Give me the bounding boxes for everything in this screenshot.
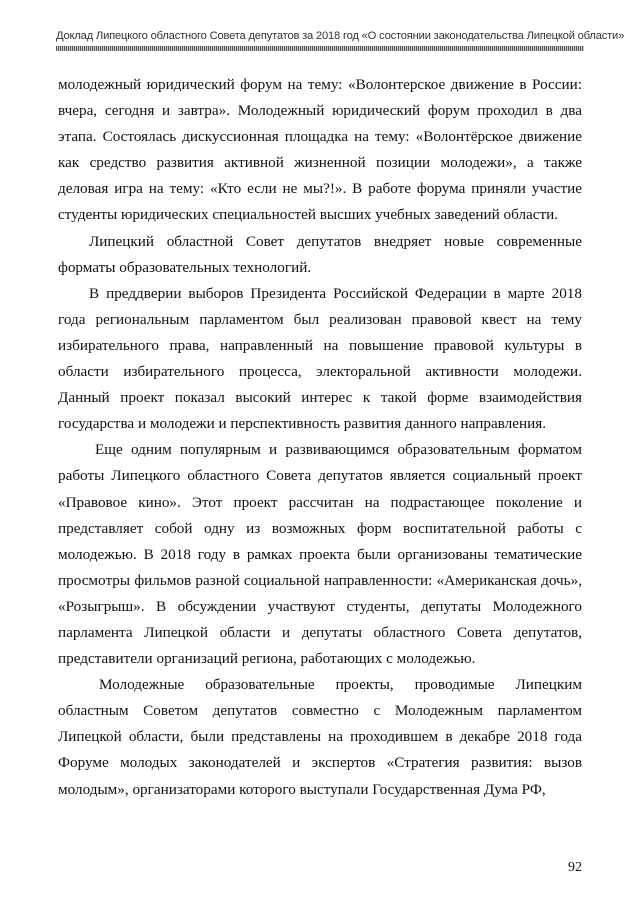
document-body — [58, 72, 582, 803]
running-header: Доклад Липецкого областного Совета депутатов за 2018 год «О состоянии законодательства Липецкой области» — [56, 30, 625, 42]
page-number: 92 — [568, 860, 582, 875]
paragraph: В преддверии выборов Президента Российской Федерации в марте 2018 года региональным парламентом был реализован правовой квест на тему избирательного права, направленный на повышение правовой культуры в области избирательного процесса, электоральной активности молодежи. Данный проект показал высокий интерес к такой форме взаимодействия государства и молодежи и перспективность развития данного направления. — [58, 284, 582, 433]
paragraph-continuation: молодежный юридический форум на тему: «Волонтерское движение в России: вчера, сегодня и завтра». Молодежный юридический форум проходил в два этапа. Состоялась дискуссионная площадка на тему: «Волонтёрское движение как средство развития активной жизненной позиции молодежи», а также деловая игра на тему: «Кто если не мы?!». В работе форума приняли участие студенты юридических специальностей высших учебных заведений области. — [58, 76, 582, 224]
paragraph: Липецкий областной Совет депутатов внедряет новые современные форматы образовательных технологий. — [58, 232, 582, 276]
paragraph: Еще одним популярным и развивающимся образовательным форматом работы Липецкого областного Совета депутатов является социальный проект «Правовое кино». Этот проект рассчитан на подрастающее поколение и представляет собой одну из возможных форм воспитательной работы с молодежью. В 2018 году в рамках проекта были организованы тематические просмотры фильмов разной социальной направленности: «Американская дочь», «Розыгрыш». В обсуждении участвуют студенты, депутаты Молодежного парламента Липецкой области и депутаты областного Совета депутатов, представители организаций региона, работающих с молодежью. — [58, 441, 582, 668]
header-rule — [56, 46, 584, 51]
paragraph: Молодежные образовательные проекты, проводимые Липецким областным Советом депутатов совместно с Молодежным парламентом Липецкой области, были представлены на проходившем в декабре 2018 года Форуме молодых законодателей и экспертов «Стратегия развития: вызов молодым», организаторами которого выступали Государственная Дума РФ, — [58, 676, 582, 798]
